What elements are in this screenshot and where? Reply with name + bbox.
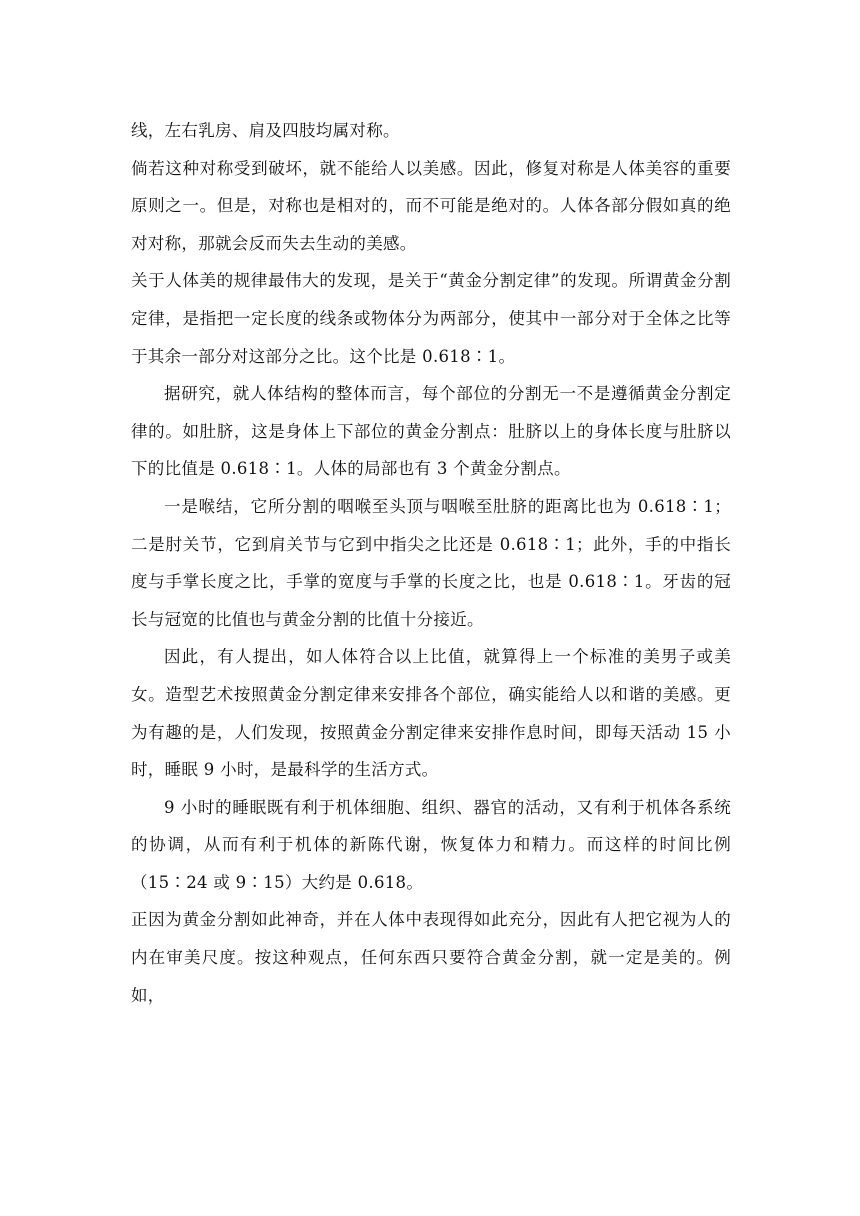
paragraph-5: 一是喉结，它所分割的咽喉至头顶与咽喉至肚脐的距离比也为 0.618∶1；二是肘关节，它到肩关节与它到中指尖之比还是 0.618∶1；此外，手的中指长度与手掌长度之比，手掌的宽度与手掌的长度之比，也是 0.618∶1。牙齿的冠长与冠宽的比值也与黄金分割的比值十分接近。: [131, 496, 731, 629]
paragraph-3: 关于人体美的规律最伟大的发现，是关于“黄金分割定律”的发现。所谓黄金分割定律，是指把一定长度的线条或物体分为两部分，使其中一部分对于全体之比等于其余一部分对这部分之比。这个比是 0.618∶1。: [131, 271, 731, 366]
paragraph-1: 线，左右乳房、肩及四肢均属对称。: [131, 121, 400, 140]
paragraph-8: 正因为黄金分割如此神奇，并在人体中表现得如此充分，因此有人把它视为人的内在审美尺度。按这种观点，任何东西只要符合黄金分割，就一定是美的。例如，: [131, 910, 731, 1005]
document-body: [131, 112, 731, 1014]
paragraph-6: 因此，有人提出，如人体符合以上比值，就算得上一个标准的美男子或美女。造型艺术按照黄金分割定律来安排各个部位，确实能给人以和谐的美感。更为有趣的是，人们发现，按照黄金分割定律来安排作息时间，即每天活动 15 小时，睡眠 9 小时，是最科学的生活方式。: [131, 647, 731, 780]
paragraph-7: 9 小时的睡眠既有利于机体细胞、组织、器官的活动，又有利于机体各系统的协调，从而有利于机体的新陈代谢，恢复体力和精力。而这样的时间比例（15∶24 或 9∶15）大约是 0.618。: [131, 797, 731, 892]
paragraph-4: 据研究，就人体结构的整体而言，每个部位的分割无一不是遵循黄金分割定律的。如肚脐，这是身体上下部位的黄金分割点：肚脐以上的身体长度与肚脐以下的比值是 0.618∶1。人体的局部也有 3 个黄金分割点。: [131, 384, 731, 479]
paragraph-2: 倘若这种对称受到破坏，就不能给人以美感。因此，修复对称是人体美容的重要原则之一。但是，对称也是相对的，而不可能是绝对的。人体各部分假如真的绝对对称，那就会反而失去生动的美感。: [131, 158, 731, 253]
